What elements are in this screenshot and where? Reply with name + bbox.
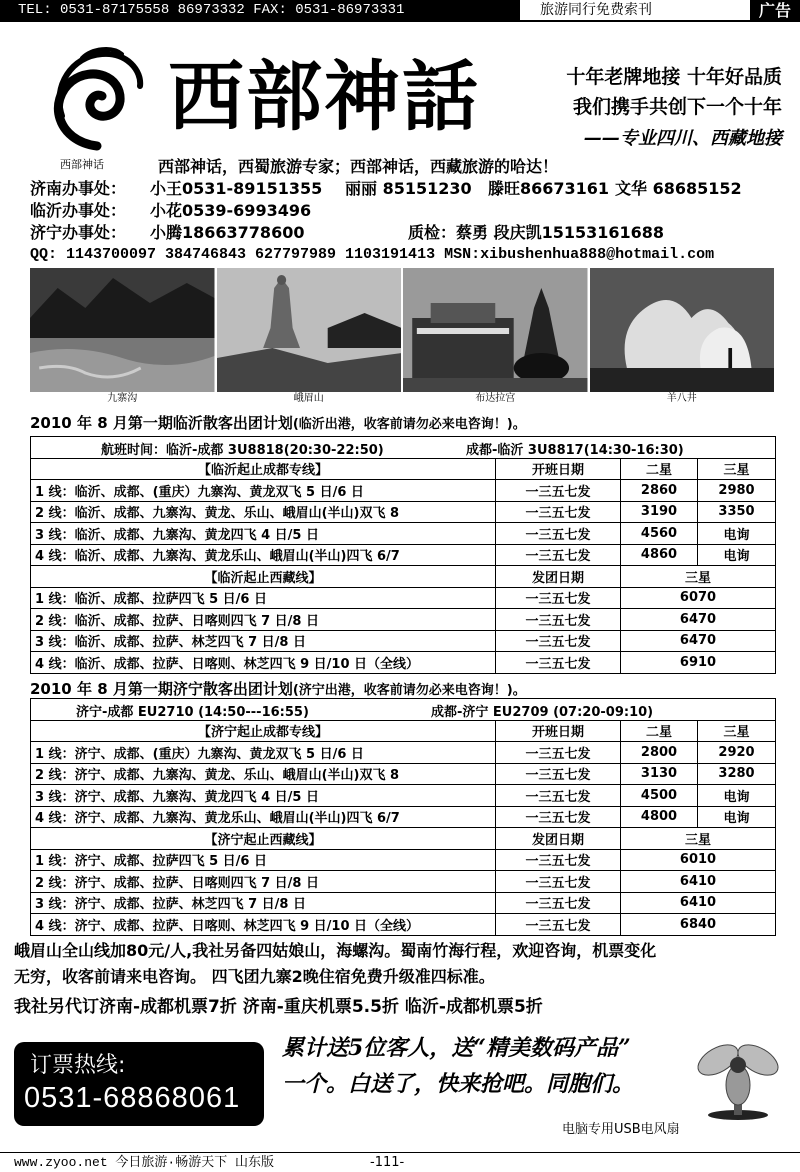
price-two-star: 4500 xyxy=(621,785,698,807)
col-start-date: 开班日期 xyxy=(496,458,621,480)
table-row xyxy=(31,742,776,764)
photo-caption: 峨眉山 xyxy=(293,393,324,404)
route: 2 线：临沂、成都、拉萨、日喀则四飞 7 日/8 日 xyxy=(31,609,496,631)
table-row xyxy=(31,763,776,785)
route: 2 线：济宁、成都、九寨沟、黄龙、乐山、峨眉山(半山)双飞 8 xyxy=(31,763,496,785)
promo-line-2: 一个。白送了，快来抢吧。同胞们。 xyxy=(282,1071,635,1097)
departure-days: 一三五七发 xyxy=(496,544,621,566)
price-three-star: 电询 xyxy=(698,785,776,807)
price-two-star: 4560 xyxy=(621,523,698,545)
col-start-date: 开班日期 xyxy=(496,720,621,742)
departure-days: 一三五七发 xyxy=(496,742,621,764)
jining-schedule-table xyxy=(30,698,776,936)
col-three-star: 三星 xyxy=(621,828,776,850)
route: 4 线：临沂、成都、拉萨、日喀则、林芝四飞 9 日/10 日（全线） xyxy=(31,652,496,674)
table-row xyxy=(31,914,776,936)
photo-caption: 布达拉宫 xyxy=(475,393,516,404)
route: 4 线：临沂、成都、九寨沟、黄龙乐山、峨眉山(半山)四飞 6/7 xyxy=(31,544,496,566)
fan-caption: 电脑专用USB电风扇 xyxy=(562,1122,680,1137)
col-three-star: 三星 xyxy=(698,458,776,480)
slogan-line-3: ——专业四川、西藏地接 xyxy=(584,128,782,149)
price-three-star: 6910 xyxy=(621,652,776,674)
route: 1 线：济宁、成都、(重庆）九寨沟、黄龙双飞 5 日/6 日 xyxy=(31,742,496,764)
qq-msn: QQ: 1143700097 384746843 627797989 1103191413 MSN:xibushenhua888@hotmail.com xyxy=(30,246,715,263)
col-two-star: 二星 xyxy=(621,720,698,742)
linyi-plan-title xyxy=(30,412,526,433)
departure-days: 一三五七发 xyxy=(496,871,621,893)
table-row xyxy=(31,871,776,893)
jinan-contact-4: 文华 68685152 xyxy=(615,179,742,198)
brand-header xyxy=(18,40,788,180)
notes xyxy=(14,938,784,990)
lake-forest-icon xyxy=(30,268,215,392)
linyi-contact: 小花0539-6993496 xyxy=(150,201,312,220)
section-header-row xyxy=(31,458,776,480)
section-title: 【济宁起止西藏线】 xyxy=(31,828,496,850)
route: 1 线：临沂、成都、(重庆）九寨沟、黄龙双飞 5 日/6 日 xyxy=(31,480,496,502)
departure-days: 一三五七发 xyxy=(496,630,621,652)
flight-outbound: 航班时间：临沂-成都 3U8818(20:30-22:50) xyxy=(101,443,384,458)
departure-days: 一三五七发 xyxy=(496,523,621,545)
brand-title: 西部神話 xyxy=(168,52,480,141)
flight-times xyxy=(31,437,776,459)
jining-office xyxy=(30,222,790,244)
price-three-star: 2920 xyxy=(698,742,776,764)
flight-return: 成都-济宁 EU2709 (07:20-09:10) xyxy=(431,705,654,720)
route: 3 线：临沂、成都、九寨沟、黄龙四飞 4 日/5 日 xyxy=(31,523,496,545)
price-two-star: 4860 xyxy=(621,544,698,566)
usb-fan-icon xyxy=(688,1030,788,1120)
flight-return: 成都-临沂 3U8817(14:30-16:30) xyxy=(466,443,684,458)
promo-text xyxy=(282,1030,634,1102)
price-three-star: 2980 xyxy=(698,480,776,502)
route: 1 线：临沂、成都、拉萨四飞 5 日/6 日 xyxy=(31,587,496,609)
price-three-star: 电询 xyxy=(698,544,776,566)
col-departure-date: 发团日期 xyxy=(496,566,621,588)
route: 4 线：济宁、成都、九寨沟、黄龙乐山、峨眉山(半山)四飞 6/7 xyxy=(31,806,496,828)
section-header-row xyxy=(31,828,776,850)
linyi-office xyxy=(30,200,790,222)
price-three-star: 6070 xyxy=(621,587,776,609)
table-row xyxy=(31,892,776,914)
table-row xyxy=(31,609,776,631)
jinan-contact-1: 小王0531-89151355 xyxy=(150,179,323,198)
table-row xyxy=(31,480,776,502)
jinan-office xyxy=(30,178,790,200)
linyi-schedule-table xyxy=(30,436,776,674)
price-three-star: 6410 xyxy=(621,871,776,893)
price-three-star: 6840 xyxy=(621,914,776,936)
footer-site: www.zyoo.net 今日旅游·畅游天下 山东版 xyxy=(14,1155,275,1170)
table-row xyxy=(31,652,776,674)
col-three-star: 三星 xyxy=(621,566,776,588)
departure-days: 一三五七发 xyxy=(496,609,621,631)
table-row xyxy=(31,785,776,807)
photo-strip xyxy=(30,268,774,408)
table-row xyxy=(31,630,776,652)
section-title: 【临沂起止成都专线】 xyxy=(31,458,496,480)
section-header-row xyxy=(31,566,776,588)
table-row xyxy=(31,806,776,828)
departure-days: 一三五七发 xyxy=(496,892,621,914)
free-index-label: 旅游同行免费索刊 xyxy=(540,2,652,18)
price-three-star: 电询 xyxy=(698,806,776,828)
ad-badge: 广告 xyxy=(750,0,800,22)
jining-plan-note: (济宁出港，收客前请勿必来电咨询！)。 xyxy=(292,683,526,698)
office-contacts xyxy=(30,178,790,266)
geyser-steam-icon xyxy=(590,268,775,392)
top-bar xyxy=(0,0,800,22)
table-row xyxy=(31,849,776,871)
price-two-star: 3190 xyxy=(621,501,698,523)
swirl-logo-icon xyxy=(42,46,152,156)
table-row xyxy=(31,544,776,566)
note-line-1: 峨眉山全山线加80元/人,我社另备四姑娘山，海螺沟。蜀南竹海行程，欢迎咨询，机票变化 xyxy=(14,941,657,960)
route: 4 线：济宁、成都、拉萨、日喀则、林芝四飞 9 日/10 日（全线） xyxy=(31,914,496,936)
price-two-star: 2860 xyxy=(621,480,698,502)
price-three-star: 6470 xyxy=(621,609,776,631)
linyi-label: 临沂办事处： xyxy=(30,201,127,220)
table-row xyxy=(31,523,776,545)
quality-control: 质检：蔡勇 段庆凯15153161688 xyxy=(408,223,665,242)
photo-emeishan xyxy=(217,268,402,408)
price-three-star: 6410 xyxy=(621,892,776,914)
col-departure-date: 发团日期 xyxy=(496,828,621,850)
photo-caption: 羊八井 xyxy=(666,393,697,404)
jinan-label: 济南办事处： xyxy=(30,179,127,198)
golden-buddha-icon xyxy=(217,268,402,392)
departure-days: 一三五七发 xyxy=(496,587,621,609)
hotline-number[interactable]: 0531-68868061 xyxy=(24,1082,241,1114)
departure-days: 一三五七发 xyxy=(496,480,621,502)
flight-outbound: 济宁-成都 EU2710 (14:50---16:55) xyxy=(76,705,309,720)
qq-msn-row xyxy=(30,244,790,266)
promo-line-1: 累计送5位客人，送“精美数码产品” xyxy=(282,1035,631,1061)
section-header-row xyxy=(31,720,776,742)
jining-label: 济宁办事处： xyxy=(30,223,127,242)
photo-jiuzhaigou xyxy=(30,268,215,408)
price-two-star: 2800 xyxy=(621,742,698,764)
price-three-star: 3280 xyxy=(698,763,776,785)
hotline-label: 订票热线: xyxy=(30,1053,126,1078)
jining-plan-title xyxy=(30,678,526,699)
photo-caption: 九寨沟 xyxy=(107,393,138,404)
col-two-star: 二星 xyxy=(621,458,698,480)
logo-caption: 西部神话 xyxy=(60,158,104,171)
linyi-plan-note: (临沂出港，收客前请勿必来电咨询！)。 xyxy=(292,417,526,432)
departure-days: 一三五七发 xyxy=(496,501,621,523)
route: 3 线：临沂、成都、拉萨、林芝四飞 7 日/8 日 xyxy=(31,630,496,652)
flight-times xyxy=(31,699,776,721)
slogan-line-1: 十年老牌地接 十年好品质 xyxy=(566,66,782,88)
palace-stupa-icon xyxy=(403,268,588,392)
price-two-star: 4800 xyxy=(621,806,698,828)
flight-row xyxy=(31,437,776,459)
note-line-2: 无穷，收客前请来电咨询。 四飞团九寨2晚住宿免费升级准四标准。 xyxy=(14,967,495,986)
photo-potala xyxy=(403,268,588,408)
price-three-star: 6010 xyxy=(621,849,776,871)
jinan-contact-3: 滕旺86673161 xyxy=(488,179,610,198)
route: 1 线：济宁、成都、拉萨四飞 5 日/6 日 xyxy=(31,849,496,871)
jinan-contact-2: 丽丽 85151230 xyxy=(345,179,472,198)
linyi-plan-heading: 2010 年 8 月第一期临沂散客出团计划 xyxy=(30,414,293,432)
price-two-star: 3130 xyxy=(621,763,698,785)
section-title: 【济宁起止成都专线】 xyxy=(31,720,496,742)
slogan-line-2: 我们携手共创下一个十年 xyxy=(572,96,782,118)
price-three-star: 电询 xyxy=(698,523,776,545)
booking-hotline xyxy=(14,1042,264,1126)
photo-yangbajing xyxy=(590,268,775,408)
departure-days: 一三五七发 xyxy=(496,849,621,871)
route: 3 线：济宁、成都、九寨沟、黄龙四飞 4 日/5 日 xyxy=(31,785,496,807)
page-number: -111- xyxy=(370,1155,405,1170)
departure-days: 一三五七发 xyxy=(496,652,621,674)
ticket-discounts: 我社另代订济南-成都机票7折 济南-重庆机票5.5折 临沂-成都机票5折 xyxy=(14,997,543,1017)
table-row xyxy=(31,587,776,609)
price-three-star: 6470 xyxy=(621,630,776,652)
route: 3 线：济宁、成都、拉萨、林芝四飞 7 日/8 日 xyxy=(31,892,496,914)
route: 2 线：临沂、成都、九寨沟、黄龙、乐山、峨眉山(半山)双飞 8 xyxy=(31,501,496,523)
flight-row xyxy=(31,699,776,721)
col-three-star: 三星 xyxy=(698,720,776,742)
jining-contact: 小腾18663778600 xyxy=(150,223,305,242)
price-three-star: 3350 xyxy=(698,501,776,523)
table-row xyxy=(31,501,776,523)
departure-days: 一三五七发 xyxy=(496,914,621,936)
departure-days: 一三五七发 xyxy=(496,763,621,785)
footer xyxy=(0,1152,800,1172)
contact-info: TEL: 0531-87175558 86973332 FAX: 0531-86973331 xyxy=(0,0,520,20)
departure-days: 一三五七发 xyxy=(496,785,621,807)
route: 2 线：济宁、成都、拉萨、日喀则四飞 7 日/8 日 xyxy=(31,871,496,893)
section-title: 【临沂起止西藏线】 xyxy=(31,566,496,588)
departure-days: 一三五七发 xyxy=(496,806,621,828)
tagline: 西部神话，西蜀旅游专家；西部神话，西藏旅游的哈达！ xyxy=(158,157,559,176)
jining-plan-heading: 2010 年 8 月第一期济宁散客出团计划 xyxy=(30,680,293,698)
